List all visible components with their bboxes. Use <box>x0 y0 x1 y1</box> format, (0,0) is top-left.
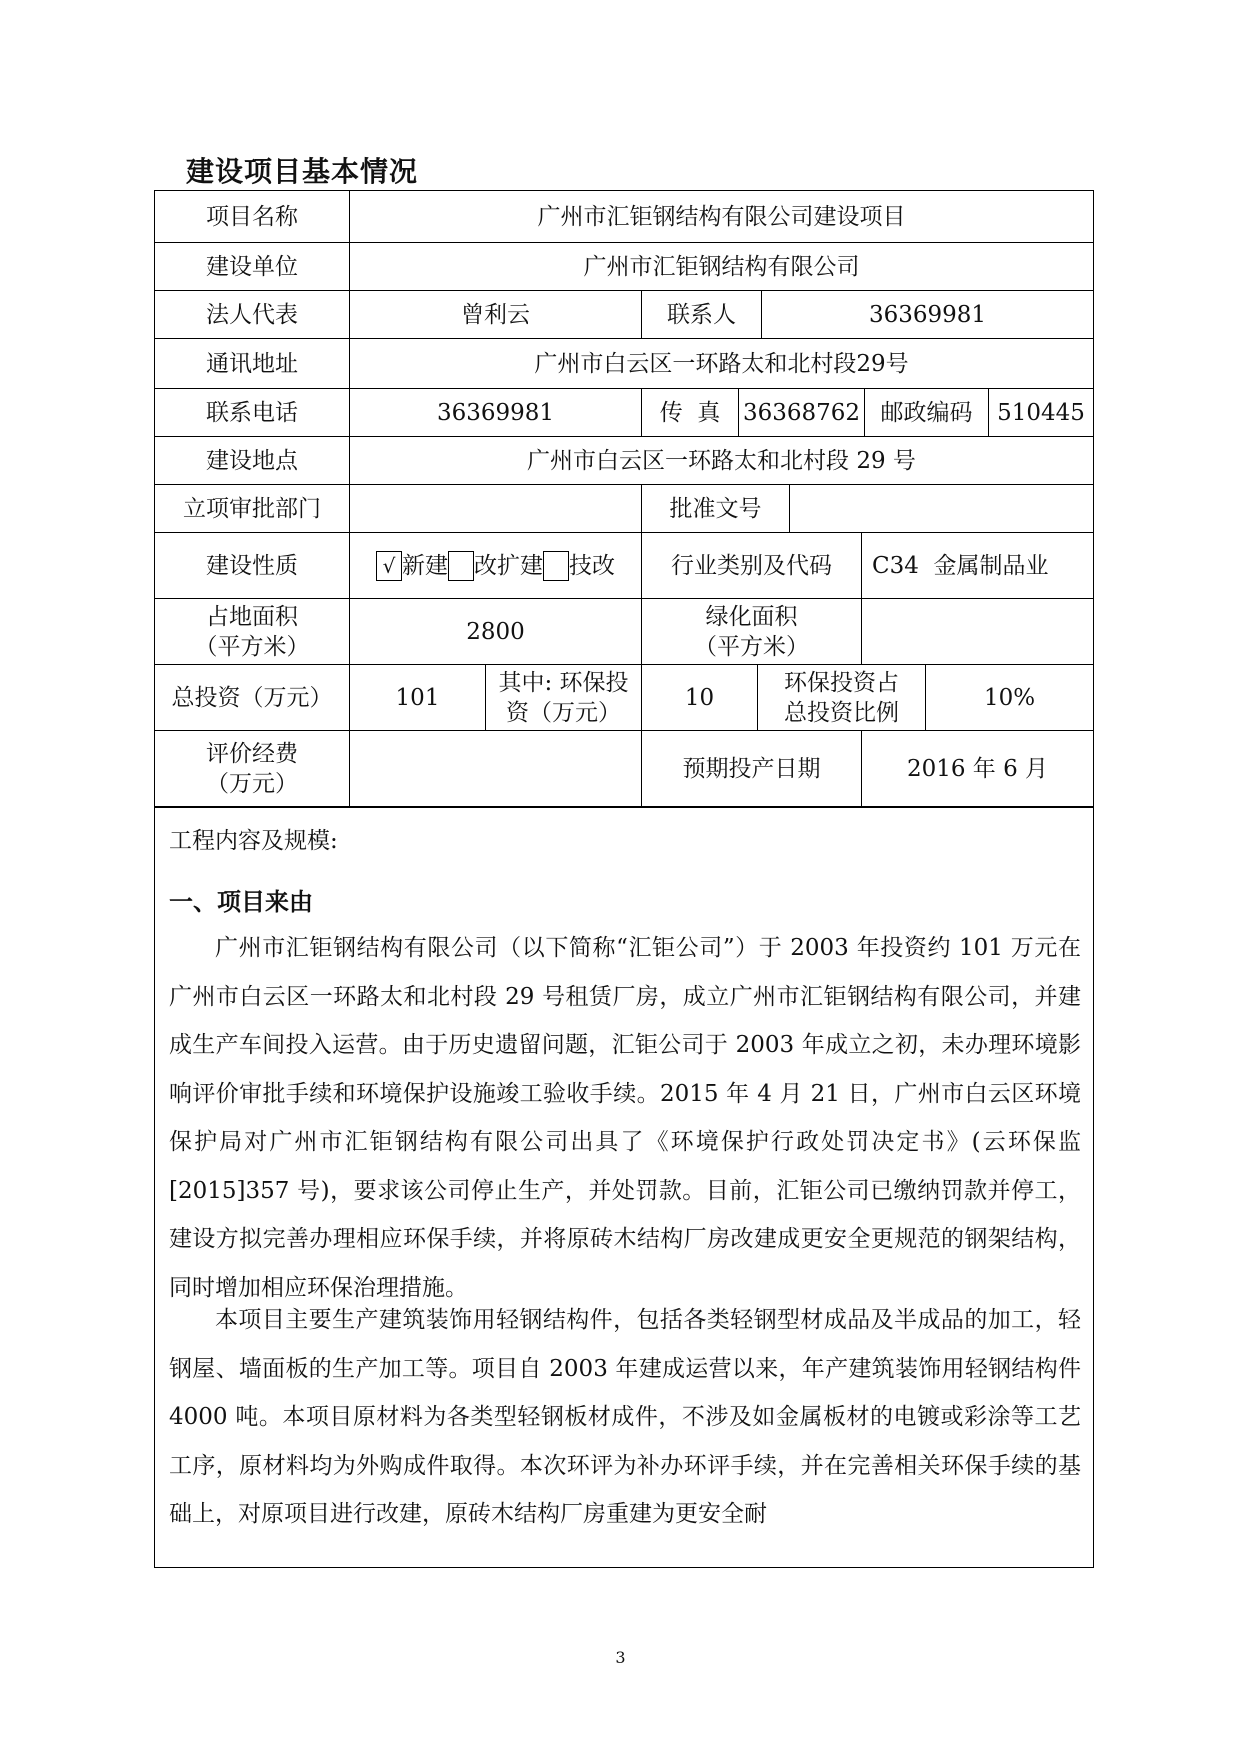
ratio-label-line1: 环保投资占 <box>784 669 899 696</box>
table-row <box>155 731 1093 807</box>
env-invest-label <box>485 665 641 730</box>
nature-option-new-label: 新建 <box>402 552 448 579</box>
legal-label: 法人代表 <box>206 301 298 328</box>
nature-option-expand-label: 改扩建 <box>474 552 543 579</box>
fee-label-line1: 评价经费 <box>206 741 298 767</box>
postcode-value: 510445 <box>988 389 1093 436</box>
legal-value: 曾利云 <box>349 291 641 338</box>
area-label-line2: （平方米） <box>194 633 310 660</box>
green-value <box>861 599 1093 664</box>
table-row <box>155 599 1093 665</box>
table-row <box>155 665 1093 731</box>
postcode-label: 邮政编码 <box>864 389 988 436</box>
table-row <box>155 339 1093 389</box>
table-row <box>155 291 1093 339</box>
nature-label: 建设性质 <box>206 552 298 579</box>
date-label: 预期投产日期 <box>641 731 861 807</box>
table-row <box>155 243 1093 291</box>
area-label-line1: 占地面积 <box>206 603 298 630</box>
table-row <box>155 191 1093 243</box>
unit-label: 建设单位 <box>206 253 298 280</box>
unit-value: 广州市汇钜钢结构有限公司 <box>349 243 1093 290</box>
approval-dept-label: 立项审批部门 <box>183 495 321 522</box>
ratio-value: 10% <box>925 665 1093 730</box>
table-row <box>155 485 1093 533</box>
contact-value: 36369981 <box>761 291 1093 338</box>
basic-info-table <box>154 190 1094 808</box>
date-value: 2016 年 6 月 <box>861 731 1093 807</box>
green-label <box>641 599 861 664</box>
address-label: 通讯地址 <box>206 350 298 377</box>
invest-label: 总投资（万元） <box>171 684 333 711</box>
table-row <box>155 389 1093 437</box>
project-content-box <box>154 806 1094 1568</box>
phone-label: 联系电话 <box>206 399 298 426</box>
area-value: 2800 <box>349 599 641 664</box>
project-name-value: 广州市汇钜钢结构有限公司建设项目 <box>349 191 1093 242</box>
nature-option-tech-label: 技改 <box>569 552 615 579</box>
env-invest-value: 10 <box>641 665 757 730</box>
approval-no-value <box>789 485 1093 532</box>
industry-value: C34 金属制品业 <box>861 533 1093 598</box>
site-value: 广州市白云区一环路太和北村段 29 号 <box>349 437 1093 484</box>
site-label: 建设地点 <box>206 447 298 474</box>
page-number: 3 <box>615 1648 626 1667</box>
content-label: 工程内容及规模: <box>169 828 338 854</box>
table-row <box>155 533 1093 599</box>
green-label-line1: 绿化面积 <box>705 603 798 630</box>
project-name-label: 项目名称 <box>206 203 298 230</box>
green-label-line2: （平方米） <box>694 633 809 660</box>
nature-checkbox-expand[interactable] <box>448 551 474 581</box>
invest-value: 101 <box>349 665 485 730</box>
table-row <box>155 437 1093 485</box>
industry-label: 行业类别及代码 <box>641 533 861 598</box>
section-title: 一、项目来由 <box>169 888 313 916</box>
fee-label-line2: （万元） <box>206 771 298 797</box>
divider <box>155 806 1093 807</box>
paragraph-2: 本项目主要生产建筑装饰用轻钢结构件，包括各类轻钢型材成品及半成品的加工，轻钢屋、墙面板的生产加工等。项目自 2003 年建成运营以来，年产建筑装饰用轻钢结构件 4000 吨。本项目原材料为各类型轻钢板材成件，不涉及如金属板材的电镀或彩涂等工艺工序，原材料均为外购成件取得。本次环评为补办环评手续，并在完善相关环保手续的基础上，对原项目进行改建，原砖木结构厂房重建为更安全耐 <box>169 1307 1081 1527</box>
page-title: 建设项目基本情况 <box>186 155 419 188</box>
address-value: 广州市白云区一环路太和北村段29号 <box>349 339 1093 388</box>
nature-checkbox-tech[interactable] <box>543 551 569 581</box>
fee-label <box>155 731 349 807</box>
approval-dept-value <box>349 485 641 532</box>
contact-label: 联系人 <box>641 291 761 338</box>
fax-label: 传 真 <box>641 389 738 436</box>
phone-value: 36369981 <box>349 389 641 436</box>
env-invest-label-line1: 其中: 环保投 <box>498 669 629 696</box>
area-label <box>155 599 349 664</box>
env-invest-label-line2: 资（万元） <box>506 699 621 726</box>
nature-options <box>349 533 641 598</box>
approval-no-label: 批准文号 <box>641 485 789 532</box>
paragraph-1: 广州市汇钜钢结构有限公司（以下简称“汇钜公司”）于 2003 年投资约 101 万元在广州市白云区一环路太和北村段 29 号租赁厂房，成立广州市汇钜钢结构有限公司，并建成生产车间投入运营。由于历史遗留问题，汇钜公司于 2003 年成立之初，未办理环境影响评价审批手续和环境保护设施竣工验收手续。2015 年 4 月 21 日，广州市白云区环境保护局对广州市汇钜钢结构有限公司出具了《环境保护行政处罚决定书》(云环保监[2015]357 号)，要求该公司停止生产，并处罚款。目前，汇钜公司已缴纳罚款并停工，建设方拟完善办理相应环保手续，并将原砖木结构厂房改建成更安全更规范的钢架结构，同时增加相应环保治理措施。 <box>169 935 1081 1301</box>
nature-checkbox-new[interactable]: √ <box>376 551 402 581</box>
fee-value <box>349 731 641 807</box>
ratio-label-line2: 总投资比例 <box>784 699 899 726</box>
ratio-label <box>757 665 925 730</box>
fax-value: 36368762 <box>738 389 864 436</box>
